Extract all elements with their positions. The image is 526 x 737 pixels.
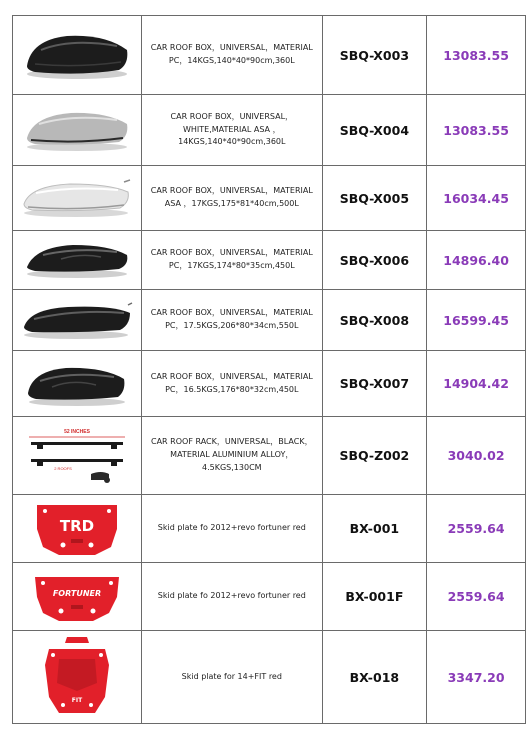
trd-logo-text: TRD [59, 516, 95, 535]
product-image-cell [13, 166, 142, 231]
price-cell [427, 16, 526, 95]
price: 14896.40 [443, 252, 509, 268]
trd-skid-plate-icon [33, 499, 121, 559]
fortuner-logo-text: FORTUNER [52, 588, 102, 598]
white-roof-box-icon [20, 176, 134, 220]
model-number: SBQ-Z002 [322, 417, 427, 495]
product-image-cell [13, 16, 142, 95]
black-roof-box-icon [21, 239, 133, 281]
model-number: BX-001 [322, 495, 427, 563]
price-cell [427, 290, 526, 351]
product-image-cell [13, 290, 142, 351]
table-row [13, 231, 526, 290]
roof-rack-icon [21, 424, 133, 488]
model-number: BX-018 [322, 631, 427, 724]
product-description: CAR ROOF BOX，UNIVERSAL，MATERIAL PC，16.5KGS,176*80*32cm,450L [142, 351, 323, 417]
product-image-cell [13, 231, 142, 290]
price-cell [427, 631, 526, 724]
model-number: BX-001F [322, 563, 427, 631]
model-number: SBQ-X003 [322, 16, 427, 95]
table-row [13, 16, 526, 95]
product-image-cell [13, 351, 142, 417]
product-image-cell [13, 563, 142, 631]
price: 13083.55 [443, 47, 509, 63]
table-row [13, 290, 526, 351]
product-description: CAR ROOF BOX，UNIVERSAL，MATERIAL PC，17KGS,174*80*35cm,450L [142, 231, 323, 290]
price-cell [427, 563, 526, 631]
product-description: CAR ROOF BOX，UNIVERSAL，WHITE,MATERIAL ASA ，14KGS,140*40*90cm,360L [142, 95, 323, 166]
price: 3347.20 [447, 669, 505, 685]
rack-count-label: 2 ROOFS [54, 465, 72, 471]
table-row [13, 495, 526, 563]
rack-width-label: 52 INCHES [64, 428, 90, 435]
model-number: SBQ-X006 [322, 231, 427, 290]
product-image-cell [13, 495, 142, 563]
product-description: CAR ROOF BOX，UNIVERSAL，MATERIAL ASA ，17KGS,175*81*40cm,500L [142, 166, 323, 231]
table-row [13, 95, 526, 166]
price: 16034.45 [443, 190, 509, 206]
product-description: CAR ROOF BOX，UNIVERSAL，MATERIAL PC，17.5KGS,206*80*34cm,550L [142, 290, 323, 351]
table-row [13, 166, 526, 231]
product-catalog-table [12, 15, 526, 724]
product-description: Skid plate fo 2012+revo fortuner red [142, 563, 323, 631]
price-cell [427, 351, 526, 417]
model-number: SBQ-X008 [322, 290, 427, 351]
product-image-cell [13, 417, 142, 495]
black-roof-box-icon [22, 359, 132, 409]
model-number: SBQ-X005 [322, 166, 427, 231]
price-cell [427, 95, 526, 166]
black-roof-box-icon [21, 28, 133, 82]
price: 2559.64 [447, 521, 505, 536]
price: 3040.02 [447, 448, 505, 463]
price-cell [427, 495, 526, 563]
product-description: CAR ROOF RACK，UNIVERSAL，BLACK，MATERIAL ALUMINIUM ALLOY，4.5KGS,130CM [142, 417, 323, 495]
table-row [13, 351, 526, 417]
product-image-cell [13, 95, 142, 166]
table-row [13, 417, 526, 495]
product-description: CAR ROOF BOX，UNIVERSAL，MATERIAL PC，14KGS,140*40*90cm,360L [142, 16, 323, 95]
fortuner-skid-plate-icon [31, 567, 123, 627]
price: 14904.42 [443, 376, 509, 391]
price: 2559.64 [447, 589, 505, 604]
table-row [13, 563, 526, 631]
table-row [13, 631, 526, 724]
fit-logo-text: FIT [71, 697, 83, 704]
fit-skid-plate-icon [39, 635, 115, 719]
price: 16599.45 [443, 312, 509, 328]
product-description: Skid plate for 14+FIT red [142, 631, 323, 724]
price: 13083.55 [443, 122, 509, 138]
price-cell [427, 166, 526, 231]
model-number: SBQ-X007 [322, 351, 427, 417]
model-number: SBQ-X004 [322, 95, 427, 166]
product-description: Skid plate fo 2012+revo fortuner red [142, 495, 323, 563]
price-cell [427, 231, 526, 290]
black-roof-box-icon [20, 299, 134, 341]
silver-roof-box-icon [21, 106, 133, 154]
product-image-cell [13, 631, 142, 724]
price-cell [427, 417, 526, 495]
